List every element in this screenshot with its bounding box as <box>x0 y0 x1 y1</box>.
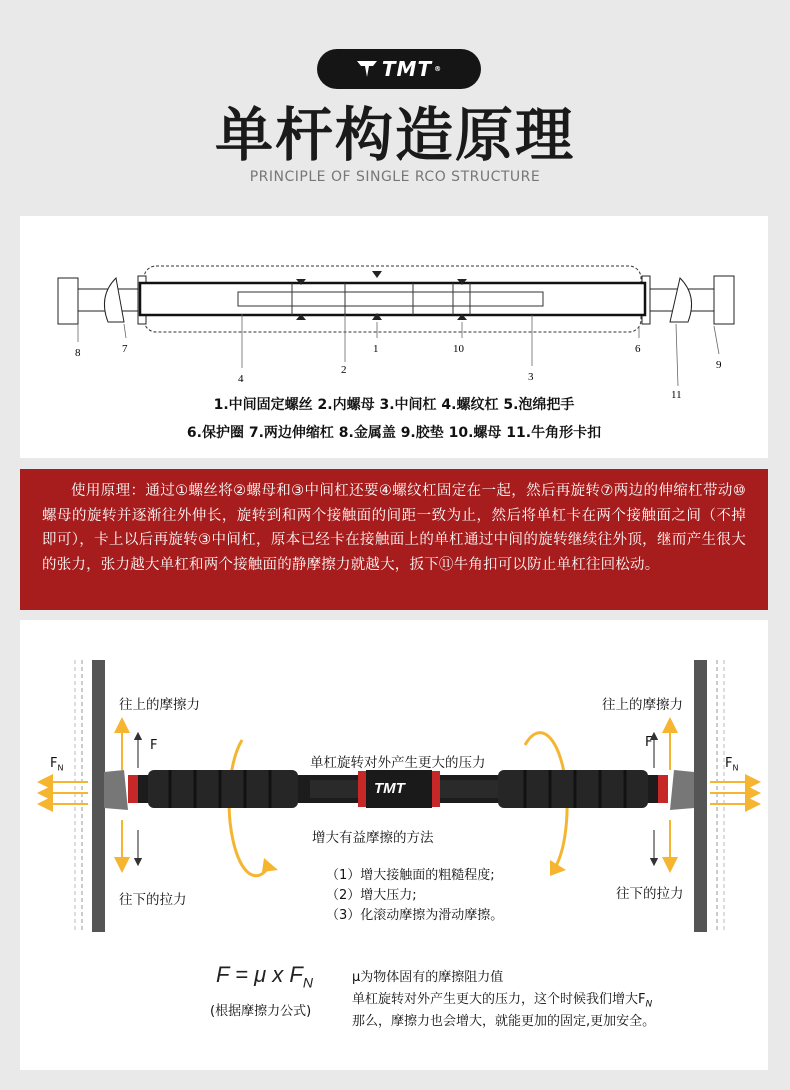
formula-caption: (根据摩擦力公式) <box>210 1004 312 1019</box>
brand-logo <box>317 49 481 89</box>
right-wall <box>694 660 707 932</box>
callout-9: 9 <box>716 359 722 371</box>
parts-legend-line1: 1.中间固定螺丝 2.内螺母 3.中间杠 4.螺纹杠 5.泡绵把手 <box>213 397 575 413</box>
callout-11: 11 <box>671 389 682 401</box>
right-down-pull-label: 往下的拉力 <box>616 886 684 902</box>
callout-4: 4 <box>238 373 244 385</box>
method-item-3: （3）化滚动摩擦为滑动摩擦。 <box>326 908 504 923</box>
explain-line-3: 那么，摩擦力也会增大，就能更加的固定,更加安全。 <box>352 1014 656 1029</box>
usage-principle-text: 使用原理：通过①螺丝将②螺母和③中间杠还要④螺纹杠固定在一起，然后再旋转⑦两边的伸缩杠带动⑩螺母的旋转并逐渐往外伸长，旋转到和两个接触面的间距一致为止，然后将单杠卡在两个接触面之间（不掉即可），卡上以后再旋转③中间杠，原本已经卡在接触面上的单杠通过中间的旋转继续往外顶，继而产生很大的张力，张力越大单杠和两个接触面的静摩擦力就越大，扳下⑪牛角扣可以防止单杠往回松动。 <box>42 483 746 573</box>
structure-diagram <box>20 216 768 406</box>
parts-legend-line2: 6.保护圈 7.两边伸缩杠 8.金属盖 9.胶垫 10.螺母 11.牛角形卡扣 <box>186 425 602 441</box>
left-f-label: F <box>150 738 158 753</box>
structure-diagram-panel <box>20 216 768 458</box>
right-up-friction-label: 往上的摩擦力 <box>602 697 683 713</box>
callout-3: 3 <box>528 371 534 383</box>
callout-1: 1 <box>373 343 379 355</box>
left-down-pull-label: 往下的拉力 <box>119 892 187 908</box>
method-item-2: （2）增大压力; <box>326 888 417 903</box>
right-fn-label: $F_N$ <box>725 756 739 773</box>
method-item-1: （1）增大接触面的粗糙程度; <box>326 868 495 883</box>
friction-physics-panel <box>20 620 768 1070</box>
method-title: 增大有益摩擦的方法 <box>312 830 434 846</box>
tmt-logo-icon <box>356 60 378 78</box>
callout-8: 8 <box>75 347 81 359</box>
explain-line-2: 单杠旋转对外产生更大的压力，这个时候我们增大$F_N$ <box>352 992 653 1010</box>
callout-2: 2 <box>341 364 347 376</box>
callout-10: 10 <box>453 343 464 355</box>
logo-registered: ® <box>434 65 443 73</box>
usage-principle-box <box>20 469 768 610</box>
callout-7: 7 <box>122 343 128 355</box>
callout-6: 6 <box>635 343 641 355</box>
bar-logo-text: TMT <box>374 780 405 797</box>
left-fn-label: $F_N$ <box>50 756 64 773</box>
friction-formula: F = μ x $F_N$ <box>216 962 313 991</box>
left-up-friction-label: 往上的摩擦力 <box>119 697 200 713</box>
page-subtitle: PRINCIPLE OF SINGLE RCO STRUCTURE <box>249 169 541 185</box>
page-title: 单杆构造原理 <box>214 101 575 169</box>
right-f-label: F <box>645 735 653 750</box>
logo-text: TMT <box>381 57 433 81</box>
left-wall <box>92 660 105 932</box>
center-pressure-label: 单杠旋转对外产生更大的压力 <box>310 755 486 771</box>
explain-line-1: μ为物体固有的摩擦阻力值 <box>352 970 504 985</box>
